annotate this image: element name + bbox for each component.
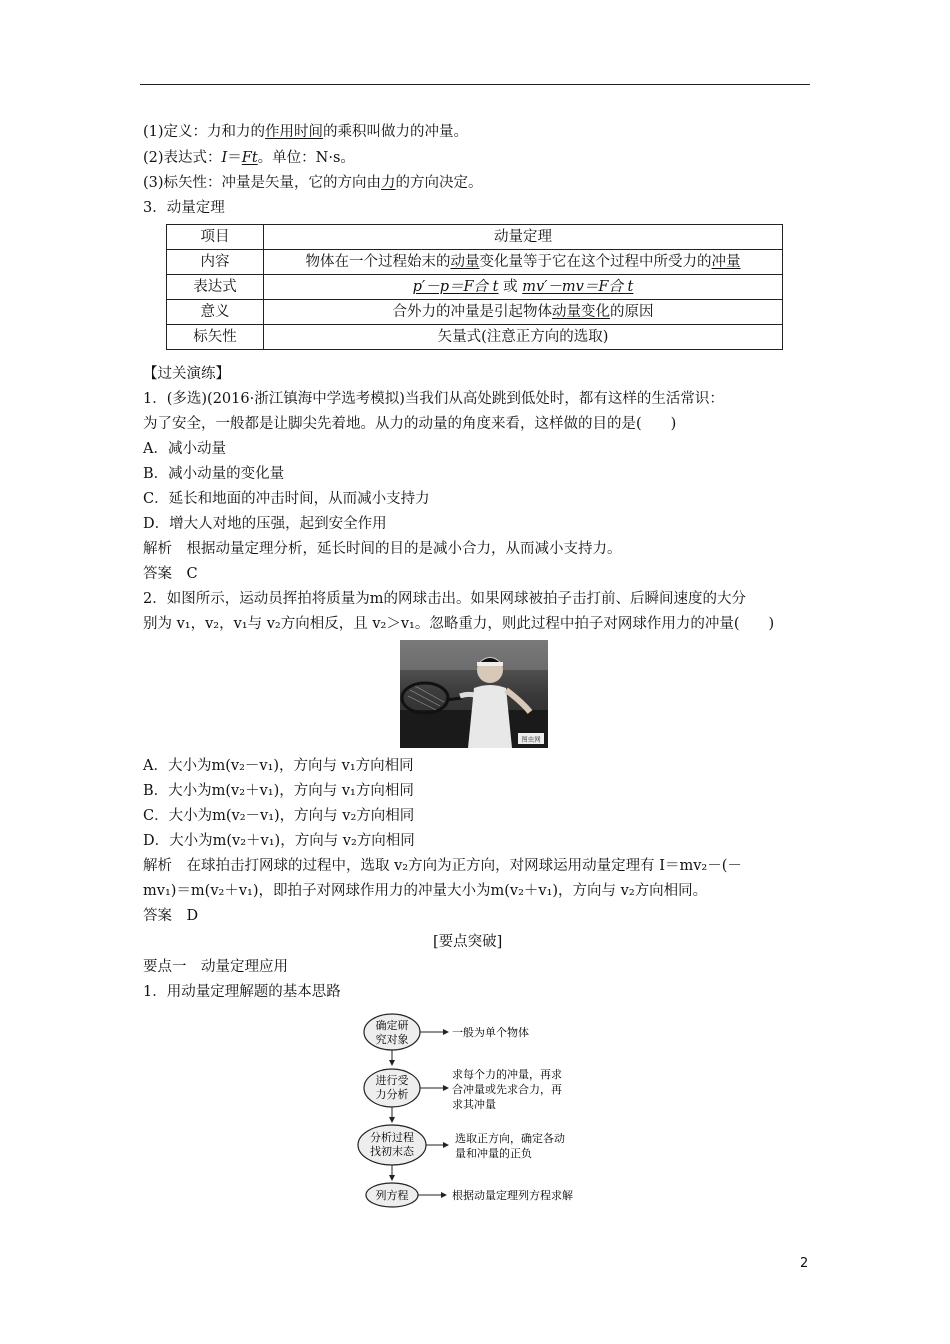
table-cell: p′－p＝F合 t 或 mv′－mv＝F合 t: [264, 275, 783, 300]
drill-title: 【过关演练】: [143, 366, 230, 382]
table-row: [167, 250, 783, 275]
answer: 答案 D: [143, 908, 199, 924]
explanation: 解析 根据动量定理分析，延长时间的目的是减小合力，从而减小支持力。: [143, 541, 622, 557]
table-row: [167, 300, 783, 325]
option: D．大小为m(v₂＋v₁)，方向与 v₂方向相同: [143, 833, 415, 849]
table-cell: 动量定理: [264, 225, 783, 250]
watermark: 图虫网: [521, 735, 541, 744]
explanation: 解析 在球拍击打网球的过程中，选取 v₂方向为正方向，对网球运用动量定理有 I＝mv₂－(－: [143, 858, 742, 874]
table-row: [167, 225, 783, 250]
tennis-player-photo: [400, 640, 548, 748]
option: D．增大人对地的压强，起到安全作用: [143, 516, 387, 532]
definition-line: (1)定义：力和力的作用时间的乘积叫做力的冲量。: [143, 124, 469, 140]
point-title: 要点一 动量定理应用: [143, 959, 288, 975]
flow-description: 合冲量或先求合力，再: [452, 1083, 562, 1096]
flow-diagram: [350, 1010, 620, 1210]
question-1-line: 为了安全，一般都是让脚尖先着地。从力的动量的角度来看，这样做的目的是( ): [143, 416, 677, 432]
option: B．减小动量的变化量: [143, 466, 285, 482]
flow-node-label: 确定研: [375, 1019, 409, 1032]
flow-node-label: 分析过程: [370, 1131, 414, 1144]
flow-node-label: 进行受: [375, 1074, 409, 1087]
flow-description: 根据动量定理列方程求解: [452, 1189, 573, 1202]
flow-description: 求其冲量: [452, 1098, 496, 1111]
table-cell: 矢量式(注意正方向的选取): [264, 325, 783, 350]
table-row: [167, 275, 783, 300]
page-number: 2: [800, 1256, 809, 1271]
answer: 答案 C: [143, 566, 198, 582]
option: C．延长和地面的冲击时间，从而减小支持力: [143, 491, 430, 507]
table-cell: 物体在一个过程始末的动量变化量等于它在这个过程中所受力的冲量: [264, 250, 783, 275]
flow-node-label: 力分析: [375, 1088, 409, 1101]
flow-description: 求每个力的冲量，再求: [452, 1068, 562, 1081]
table-cell: 合外力的冲量是引起物体动量变化的原因: [264, 300, 783, 325]
question-1-line: 1．(多选)(2016·浙江镇海中学选考模拟)当我们从高处跳到低处时，都有这样的生活常识：: [143, 391, 724, 407]
question-2-line: 2．如图所示，运动员挥拍将质量为m的网球击出。如果网球被拍子击打前、后瞬间速度的大分: [143, 591, 746, 607]
option: A．大小为m(v₂－v₁)，方向与 v₁方向相同: [143, 758, 414, 774]
table-row: [167, 325, 783, 350]
table-cell: 项目: [167, 225, 264, 250]
header-rule: [140, 84, 810, 85]
question-2-line: 别为 v₁，v₂，v₁与 v₂方向相反，且 v₂＞v₁。忽略重力，则此过程中拍子对网球作用力的冲量( ): [143, 616, 775, 632]
point-subtitle: 1．用动量定理解题的基本思路: [143, 984, 341, 1000]
table-cell: 意义: [167, 300, 264, 325]
table-cell: 内容: [167, 250, 264, 275]
option: B．大小为m(v₂＋v₁)，方向与 v₁方向相同: [143, 783, 414, 799]
vector-line: (3)标矢性：冲量是矢量，它的方向由力的方向决定。: [143, 175, 483, 191]
table-cell: 标矢性: [167, 325, 264, 350]
option: A．减小动量: [143, 441, 226, 457]
flow-description: 量和冲量的正负: [455, 1147, 532, 1160]
flow-description: 选取正方向，确定各动: [455, 1132, 565, 1145]
flow-node-label: 找初末态: [370, 1145, 414, 1158]
explanation: mv₁)＝m(v₂＋v₁)，即拍子对网球作用力的冲量大小为m(v₂＋v₁)，方向与 v₂方向相同。: [143, 883, 708, 899]
flow-node-label: 列方程: [375, 1189, 409, 1202]
section-title: 3．动量定理: [143, 200, 225, 216]
flow-description: 一般为单个物体: [452, 1026, 529, 1039]
expression-line: (2)表达式：I＝Ft。单位：N·s。: [143, 150, 355, 166]
table-cell: 表达式: [167, 275, 264, 300]
theorem-table: [166, 224, 783, 350]
option: C．大小为m(v₂－v₁)，方向与 v₂方向相同: [143, 808, 415, 824]
flow-node-label: 究对象: [375, 1033, 409, 1046]
section-heading: [要点突破]: [433, 934, 503, 950]
